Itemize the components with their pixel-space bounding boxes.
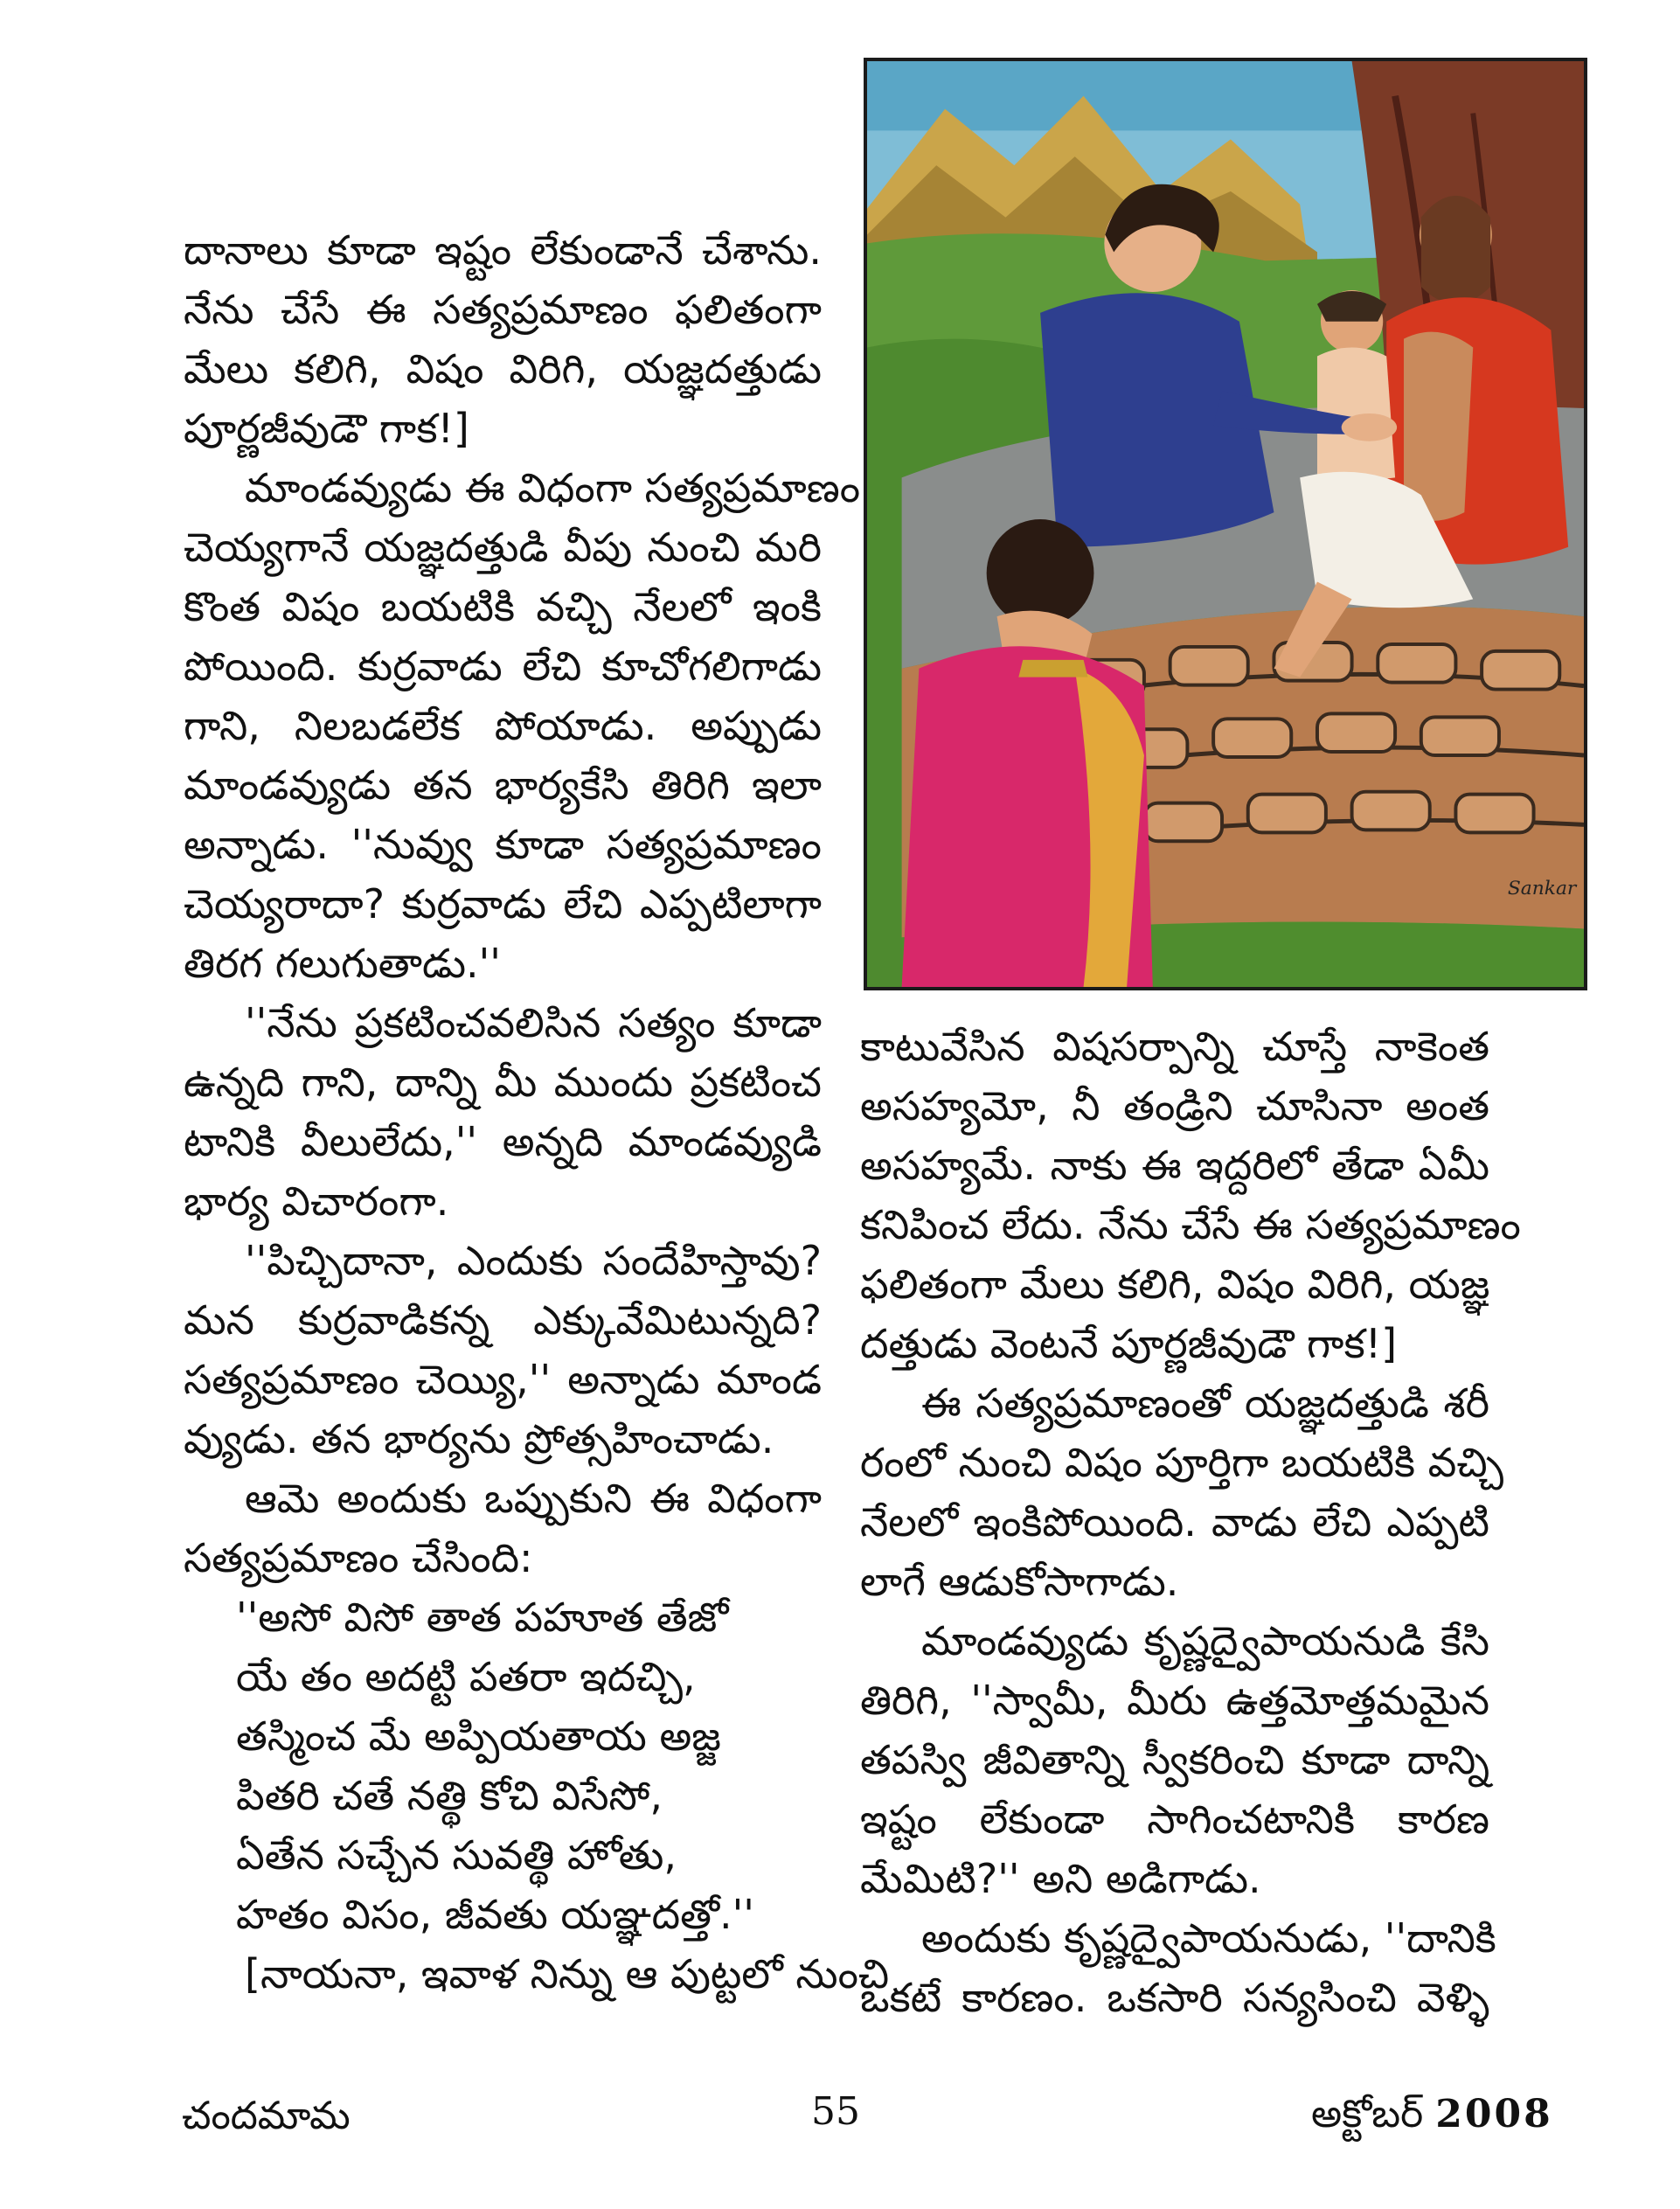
illustration-scene: [867, 61, 1584, 987]
page-number: 55: [811, 2089, 860, 2134]
text-line: ''నేను ప్రకటించవలిసిన సత్యం కూడా: [245, 999, 822, 1046]
text-line: హతం విసం, జీవతు యఞ్ఞదత్తో.'': [236, 1891, 754, 1938]
text-line: అసహ్యమే. నాకు ఈ ఇద్దరిలో తేడా ఏమీ: [860, 1142, 1489, 1189]
text-line: తిరిగి, ''స్వామీ, మీరు ఉత్తమోత్తమమైన: [860, 1677, 1489, 1724]
story-illustration: [864, 58, 1587, 990]
text-line: లాగే ఆడుకోసాగాడు.: [860, 1558, 1179, 1605]
text-line: ఏతేన సచ్చేన సువత్థి హోతు,: [236, 1831, 677, 1879]
text-line: అన్నాడు. ''నువ్వు కూడా సత్యప్రమాణం: [184, 821, 822, 868]
text-line: అందుకు కృష్ణద్వైపాయనుడు, ''దానికి: [921, 1914, 1496, 1962]
text-line: తిరగ గలుగుతాడు.'': [184, 940, 501, 987]
text-line: సత్యప్రమాణం చెయ్యి,'' అన్నాడు మాండ: [184, 1356, 822, 1403]
text-line: దానాలు కూడా ఇష్టం లేకుండానే చేశాను.: [184, 226, 822, 274]
text-line: రంలో నుంచి విషం పూర్తిగా బయటికి వచ్చి: [860, 1439, 1504, 1486]
text-line: గాని, నిలబడలేక పోయాడు. అప్పుడు: [184, 702, 822, 749]
text-line: పోయింది. కుర్రవాడు లేచి కూచోగలిగాడు: [184, 643, 822, 690]
text-line: నేలలో ఇంకిపోయింది. వాడు లేచి ఎప్పటి: [860, 1498, 1489, 1546]
text-line: వ్యుడు. తన భార్యను ప్రోత్సహించాడు.: [184, 1415, 774, 1462]
text-line: [నాయనా, ఇవాళ నిన్ను ఆ పుట్టలో నుంచి: [245, 1950, 890, 1997]
issue-date: [1311, 2092, 1553, 2146]
issue-month: అక్టోబర్: [1311, 2092, 1424, 2136]
text-line: దత్తుడు వెంటనే పూర్ణజీవుడౌ గాక!]: [860, 1320, 1398, 1367]
text-line: తస్మించ మే అప్పియతాయ అజ్జ: [236, 1712, 721, 1760]
text-line: చెయ్యరాదా? కుర్రవాడు లేచి ఎప్పటిలాగా: [184, 880, 822, 927]
text-line: ఫలితంగా మేలు కలిగి, విషం విరిగి, యజ్ఞ: [860, 1261, 1490, 1308]
text-line: తపస్వి జీవితాన్ని స్వీకరించి కూడా దాన్ని: [860, 1736, 1489, 1783]
text-line: ఇష్టం లేకుండా సాగించటానికి కారణ: [860, 1796, 1489, 1843]
text-line: ఈ సత్యప్రమాణంతో యజ్ఞదత్తుడి శరీ: [921, 1379, 1489, 1427]
text-line: యే తం అదట్టి పతరా ఇదచ్చి,: [236, 1653, 696, 1700]
illustrator-signature: Sankar: [1507, 877, 1577, 900]
text-line: ''పిచ్చిదానా, ఎందుకు సందేహిస్తావు?: [245, 1237, 822, 1284]
text-line: కాటువేసిన విషసర్పాన్ని చూస్తే నాకెంత: [860, 1023, 1489, 1070]
text-line: మాండవ్యుడు కృష్ణద్వైపాయనుడి కేసి: [921, 1617, 1489, 1664]
text-line: నేను చేసే ఈ సత్యప్రమాణం ఫలితంగా: [184, 286, 822, 333]
text-line: సత్యప్రమాణం చేసింది:: [184, 1534, 533, 1581]
issue-year: 2008: [1435, 2092, 1553, 2136]
text-line: మాండవ్యుడు ఈ విధంగా సత్యప్రమాణం: [245, 464, 861, 511]
text-line: చెయ్యగానే యజ్ఞదత్తుడి వీపు నుంచి మరి: [184, 524, 822, 571]
text-line: పితరి చతే నత్థి కోచి విసేసో,: [236, 1772, 663, 1819]
text-line: మన కుర్రవాడికన్న ఎక్కువేమిటున్నది?: [184, 1296, 822, 1344]
right-text-column: [860, 1017, 1521, 2027]
text-line: టానికి వీలులేదు,'' అన్నది మాండవ్యుడి: [184, 1118, 822, 1165]
text-line: ''అసో విసో తాత పహూత తేజో: [236, 1594, 729, 1641]
text-line: ఒకటే కారణం. ఒకసారి సన్యసించి వెళ్ళి: [860, 1974, 1489, 2021]
magazine-name: చందమామ: [182, 2094, 351, 2138]
text-line: కొంత విషం బయటికి వచ్చి నేలలో ఇంకి: [184, 583, 822, 630]
text-line: కనిపించ లేదు. నేను చేసే ఈ సత్యప్రమాణం: [860, 1201, 1521, 1248]
text-line: పూర్ణజీవుడౌ గాక!]: [184, 405, 469, 452]
text-line: భార్య విచారంగా.: [184, 1177, 449, 1225]
left-text-column: [184, 220, 890, 2004]
text-line: మేమిటి?'' అని అడిగాడు.: [860, 1855, 1261, 1902]
text-line: ఆమె అందుకు ఒప్పుకుని ఈ విధంగా: [245, 1475, 822, 1522]
text-line: ఉన్నది గాని, దాన్ని మీ ముందు ప్రకటించ: [184, 1059, 822, 1106]
text-line: మాండవ్యుడు తన భార్యకేసి తిరిగి ఇలా: [184, 761, 822, 809]
text-line: అసహ్యమో, నీ తండ్రిని చూసినా అంత: [860, 1082, 1489, 1129]
text-line: మేలు కలిగి, విషం విరిగి, యజ్ఞదత్తుడు: [184, 345, 822, 392]
